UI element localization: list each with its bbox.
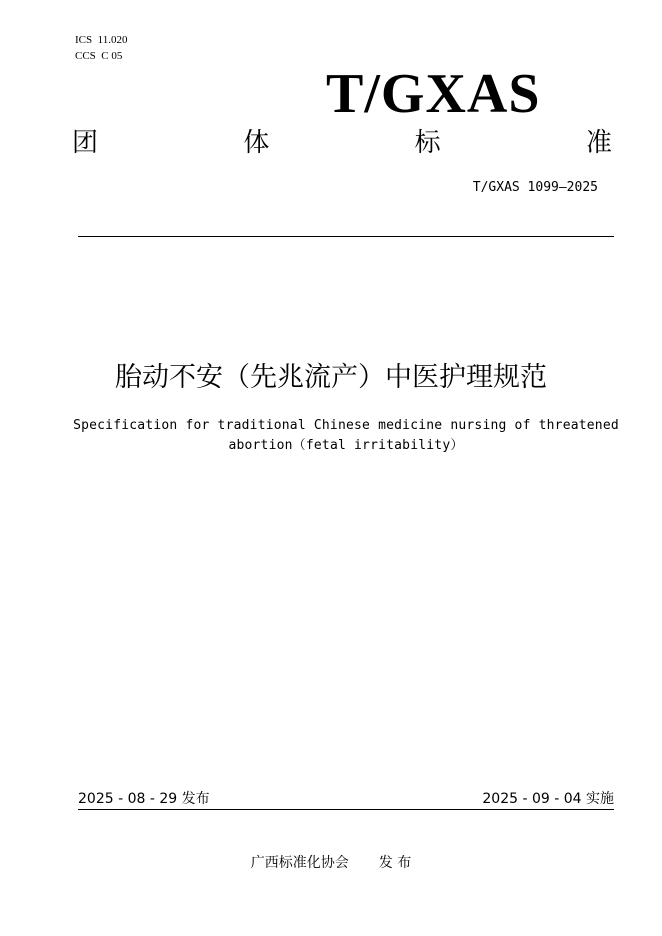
- title-chinese: 胎动不安（先兆流产）中医护理规范: [115, 362, 547, 393]
- publisher-name: 广西标准化协会: [250, 855, 349, 871]
- title-english-line: abortion（fetal irritability）: [228, 438, 464, 453]
- standard-type-char: 团: [72, 128, 99, 158]
- document-number: T/GXAS 1099—2025: [472, 180, 598, 195]
- standard-type: [72, 127, 612, 159]
- standard-logo: T/GXAS: [326, 63, 541, 125]
- issue-date: 2025 - 08 - 29 发布: [78, 791, 210, 807]
- standard-type-char: 体: [243, 128, 270, 158]
- ccs-code: CCS C 05: [75, 50, 123, 62]
- standard-type-char: 准: [585, 128, 612, 158]
- ics-code: ICS 11.020: [75, 34, 128, 46]
- publisher-action: 发 布: [378, 855, 412, 871]
- publisher-line: [0, 853, 662, 873]
- footer-divider: [78, 809, 614, 810]
- title-english-line: Specification for traditional Chinese medicine nursing of threatened: [73, 418, 619, 433]
- title-english: [70, 416, 622, 456]
- standard-type-char: 标: [414, 128, 441, 158]
- header-divider: [78, 236, 614, 237]
- classification-codes: [75, 32, 127, 64]
- implementation-date: 2025 - 09 - 04 实施: [482, 791, 614, 807]
